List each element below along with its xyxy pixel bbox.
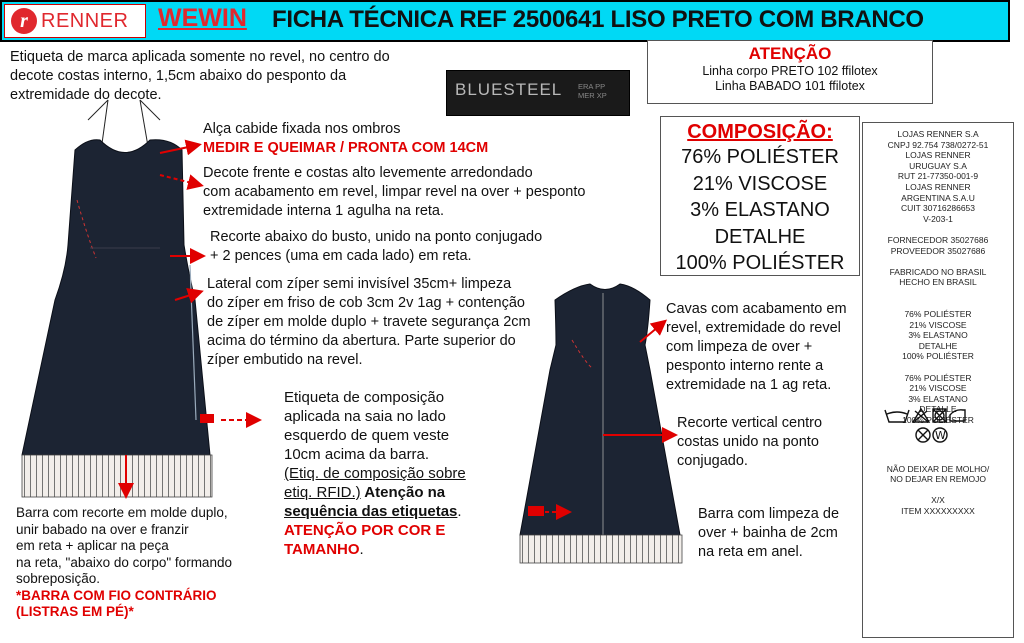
note-line: costas unido na ponto — [677, 434, 819, 450]
care-tag-footer-line: NÃO DEIXAR DE MOLHO/ — [886, 463, 990, 474]
care-tag-line: DETALHE — [918, 340, 958, 351]
care-tag-footer-line: NO DEJAR EN REMOJO — [890, 474, 986, 485]
svg-text:W: W — [935, 428, 946, 442]
note-line: revel, extremidade do revel — [666, 320, 841, 336]
thread-line: Linha corpo PRETO 102 ffilotex — [702, 64, 878, 78]
note-line: ATENÇÃO POR COR E — [284, 522, 446, 539]
care-tag-line: CUIT 30716286653 — [900, 203, 976, 214]
hem-warning: (LISTRAS EM PÉ)* — [16, 604, 134, 619]
note-line: em reta + aplicar na peça — [16, 538, 169, 553]
zipper-note — [207, 275, 531, 370]
note-line: sobreposição. — [16, 571, 101, 586]
care-tag-line: RUT 21-77350-001-9 — [897, 171, 979, 182]
note-line: sequência das etiquetas — [284, 503, 458, 520]
note-line: TAMANHO — [284, 541, 360, 558]
logo-text: RENNER — [41, 9, 129, 32]
composition-line: 21% VISCOSE — [692, 172, 828, 195]
brand-name: WEWIN — [158, 4, 247, 32]
note-line: extremidade do decote. — [10, 87, 162, 103]
note-line: Barra com recorte em molde duplo, — [16, 505, 228, 520]
strap-note — [203, 120, 488, 158]
armholes-note — [666, 300, 847, 395]
note-line: pesponto interno rente a — [666, 358, 824, 374]
care-tag-line: FORNECEDOR 35027686 — [887, 234, 989, 245]
note-line: Recorte abaixo do busto, unido na ponto conjugado — [210, 229, 543, 245]
note-line: Etiqueta de marca aplicada somente no revel, no centro do — [10, 49, 390, 65]
note-line: aplicada na saia no lado — [284, 408, 446, 425]
composition-line: 3% ELASTANO — [690, 199, 830, 221]
logo-mark: r — [11, 8, 37, 34]
note-line: zíper embutido na revel. — [207, 352, 363, 368]
note-line: etiq. RFID.) — [284, 484, 361, 501]
front-dress — [22, 100, 214, 497]
bust-note — [210, 228, 542, 266]
attention-title: ATENÇÃO — [748, 44, 832, 63]
note-line: + 2 pences (uma em cada lado) em reta. — [210, 248, 472, 264]
strap-measure: MEDIR E QUEIMAR / PRONTA COM 14CM — [203, 140, 489, 156]
care-tag-footer-line: X/X — [931, 495, 945, 506]
note-line: com acabamento em revel, limpar revel na over + pesponto — [203, 184, 586, 200]
care-tag-line: 3% ELASTANO — [908, 330, 968, 341]
note-line: Decote frente e costas alto levemente arredondado — [203, 165, 533, 181]
back-hem-mark — [528, 506, 544, 516]
note-line: de zíper em molde duplo + travete segurança 2cm — [207, 314, 531, 330]
care-tag-line: FABRICADO NO BRASIL — [889, 266, 987, 277]
care-tag-line: CNPJ 92.754 738/0272-51 — [887, 139, 989, 150]
thread-line: Linha BABADO 101 ffilotex — [715, 79, 865, 93]
hem-back-note — [698, 505, 839, 562]
note-line: com limpeza de over + — [666, 339, 813, 355]
note-line: do zíper em friso de cob 3cm 2v 1ag + contenção — [207, 295, 525, 311]
care-tag-line: LOJAS RENNER — [905, 181, 971, 192]
note-line: unir babado na over e franzir — [16, 521, 189, 537]
neckline-note — [203, 164, 585, 221]
note-line: Lateral com zíper semi invisível 35cm+ limpeza — [207, 276, 512, 292]
care-tag-line: PROVEEDOR 35027686 — [890, 245, 986, 256]
note-line: extremidade interna 1 agulha na reta. — [203, 203, 445, 219]
back-dress — [520, 284, 682, 563]
composition-line: 100% POLIÉSTER — [675, 252, 845, 274]
note-line: extremidade na 1 ag reta. — [666, 377, 832, 393]
note-line: (Etiq. de composição sobre — [284, 465, 466, 482]
care-tag-line: ARGENTINA S.A.U — [901, 192, 975, 203]
note-line: Barra com limpeza de — [698, 506, 840, 522]
note-line: 10cm acima da barra. — [284, 446, 430, 463]
care-tag-line: 76% POLIÉSTER — [904, 309, 972, 320]
note-line: esquerdo de quem veste — [284, 427, 450, 444]
page-title: FICHA TÉCNICA REF 2500641 LISO PRETO COM BRANCO — [272, 6, 924, 33]
care-tag-line: 100% POLIÉSTER — [902, 415, 974, 426]
care-tag-line: V-203-1 — [923, 213, 953, 224]
hem-warning: *BARRA COM FIO CONTRÁRIO — [16, 587, 217, 603]
note-line: Etiqueta de composição — [284, 389, 445, 406]
note-line: Cavas com acabamento em — [666, 301, 847, 317]
note-line: Atenção na — [360, 484, 446, 501]
note-line: Alça cabide fixada nos ombros — [203, 121, 401, 137]
note-line: Recorte vertical centro — [677, 415, 823, 431]
care-tag-line: 76% POLIÉSTER — [904, 372, 972, 383]
care-tag-line: URUGUAY S.A — [909, 160, 967, 171]
label-brand-name: BLUESTEEL — [455, 80, 563, 99]
care-tag-line: HECHO EN BRASIL — [899, 277, 977, 288]
composition-label-mark — [200, 414, 214, 423]
care-tag-line: LOJAS RENNER S.A — [897, 129, 979, 139]
hem-front-note — [16, 505, 232, 621]
back-seam-note — [677, 414, 822, 471]
note-line: acima do término da abertura. Parte superior do — [207, 333, 516, 349]
label-size: MER XP — [578, 91, 607, 100]
care-tag-footer-line: ITEM XXXXXXXXX — [901, 506, 975, 516]
care-tag-line: 21% VISCOSE — [909, 319, 967, 330]
note-line: decote costas interno, 1,5cm abaixo do pesponto da — [10, 68, 347, 84]
care-tag-line: 100% POLIÉSTER — [902, 351, 974, 362]
label-size: ERA PP — [578, 82, 606, 91]
care-tag-line: 3% ELASTANO — [908, 393, 968, 404]
care-tag-line: 21% VISCOSE — [909, 383, 967, 394]
composition-line: 76% POLIÉSTER — [681, 146, 839, 168]
composition-title: COMPOSIÇÃO: — [687, 121, 833, 143]
care-tag-line: LOJAS RENNER — [905, 150, 971, 161]
note-line: na reta, "abaixo do corpo" formando — [16, 554, 232, 570]
note-line: conjugado. — [677, 453, 748, 469]
note-line: over + bainha de 2cm — [698, 525, 838, 541]
composition-label-note: Etiqueta de composição aplicada na saia no lado esquerdo de quem veste 10cm acima da barra. (Etiq. de composição sobre etiq. RFID.) Atenção na sequência das etiquetas. ATENÇÃO POR COR E TAMANHO. — [284, 389, 466, 558]
note-line: na reta em anel. — [698, 544, 803, 560]
composition-line: DETALHE — [714, 225, 806, 248]
care-tag-line: DETALLE — [919, 404, 957, 415]
